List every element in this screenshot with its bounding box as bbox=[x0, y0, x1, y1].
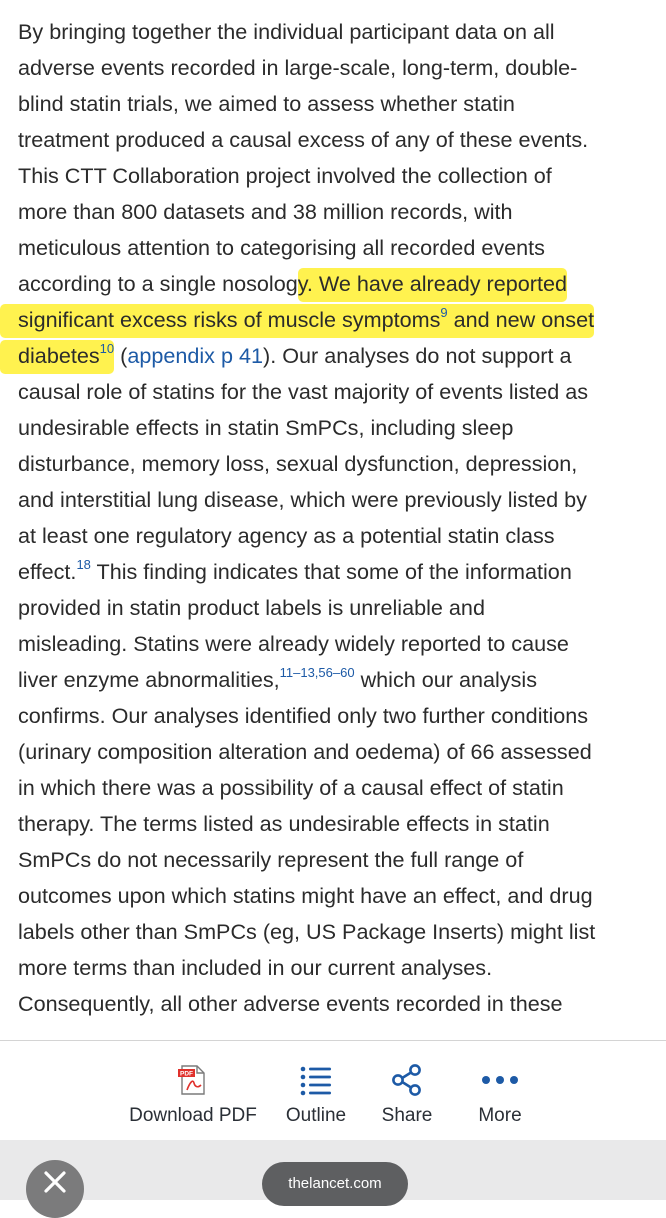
text-line: blind statin trials, we aimed to assess whether statin bbox=[18, 91, 515, 116]
url-bar[interactable]: thelancet.com bbox=[262, 1162, 408, 1206]
text-line: meticulous attention to categorising all recorded events bbox=[18, 235, 545, 260]
text-line: SmPCs do not necessarily represent the full range of bbox=[18, 847, 524, 872]
appendix-link[interactable]: appendix p 41 bbox=[127, 343, 264, 368]
close-icon bbox=[26, 1160, 84, 1200]
text-line: treatment produced a causal excess of any of these events. bbox=[18, 127, 589, 152]
more-label: More bbox=[478, 1105, 522, 1126]
text-line: at least one regulatory agency as a potential statin class bbox=[18, 523, 555, 548]
highlighted-text bbox=[0, 340, 114, 374]
pdf-file-icon bbox=[176, 1063, 210, 1097]
text-line: (urinary composition alteration and oedema) of 66 assessed bbox=[18, 739, 592, 764]
text-line: outcomes upon which statins might have an effect, and drug bbox=[18, 883, 593, 908]
highlighted-text: y. We have already reported bbox=[298, 268, 567, 302]
text-line: therapy. The terms listed as undesirable effects in statin bbox=[18, 811, 550, 836]
text-segment: significant excess risks of muscle symptoms bbox=[18, 307, 441, 332]
text-line: misleading. Statins were already widely reported to cause bbox=[18, 631, 569, 656]
list-icon bbox=[299, 1063, 333, 1097]
more-button[interactable] bbox=[470, 1063, 530, 1127]
text-line: adverse events recorded in large-scale, long-term, double- bbox=[18, 55, 578, 80]
text-line bbox=[18, 338, 650, 374]
more-dots-icon bbox=[480, 1063, 520, 1097]
share-icon bbox=[390, 1063, 424, 1097]
text-segment: effect. bbox=[18, 559, 77, 584]
text-line: and interstitial lung disease, which were previously listed by bbox=[18, 487, 587, 512]
text-line: undesirable effects in statin SmPCs, including sleep bbox=[18, 415, 514, 440]
download-pdf-label: Download PDF bbox=[129, 1105, 257, 1126]
text-line: more terms than included in our current analyses. bbox=[18, 955, 493, 980]
article-paragraph bbox=[18, 14, 650, 1022]
text-line bbox=[18, 554, 650, 590]
text-line: causal role of statins for the vast majority of events listed as bbox=[18, 379, 589, 404]
text-segment: diabetes bbox=[18, 343, 100, 368]
close-tab-button[interactable] bbox=[26, 1160, 84, 1218]
reference-link-10[interactable]: 10 bbox=[99, 340, 115, 356]
reference-link-11-13-56-60[interactable]: 11–13,56–60 bbox=[279, 664, 355, 680]
article-toolbar bbox=[0, 1040, 666, 1141]
text-line bbox=[18, 266, 650, 302]
reference-link-18[interactable]: 18 bbox=[76, 556, 91, 572]
text-line bbox=[18, 662, 650, 698]
text-segment: according to a single nosolog bbox=[18, 271, 298, 296]
text-line: in which there was a possibility of a causal effect of statin bbox=[18, 775, 564, 800]
share-label: Share bbox=[381, 1105, 433, 1126]
text-line: Consequently, all other adverse events recorded in these bbox=[18, 991, 563, 1016]
text-line: disturbance, memory loss, sexual dysfunction, depression, bbox=[18, 451, 578, 476]
text-line: By bringing together the individual participant data on all bbox=[18, 19, 555, 44]
outline-label: Outline bbox=[285, 1105, 347, 1126]
text-segment: and new onset bbox=[447, 307, 595, 332]
text-line: more than 800 datasets and 38 million records, with bbox=[18, 199, 513, 224]
text-line bbox=[18, 302, 650, 338]
outline-button[interactable] bbox=[278, 1063, 354, 1127]
text-segment: ( bbox=[114, 343, 128, 368]
highlighted-text bbox=[0, 304, 594, 338]
text-segment: liver enzyme abnormalities, bbox=[18, 667, 280, 692]
text-segment: ). Our analyses do not support a bbox=[263, 343, 572, 368]
text-line: provided in statin product labels is unreliable and bbox=[18, 595, 485, 620]
text-line: confirms. Our analyses identified only two further conditions bbox=[18, 703, 589, 728]
text-line: This CTT Collaboration project involved the collection of bbox=[18, 163, 552, 188]
text-segment: This finding indicates that some of the information bbox=[90, 559, 572, 584]
pdf-badge-label: PDF bbox=[180, 1070, 193, 1078]
text-line: labels other than SmPCs (eg, US Package Inserts) might list bbox=[18, 919, 596, 944]
share-button[interactable] bbox=[376, 1063, 438, 1127]
text-segment: which our analysis bbox=[354, 667, 538, 692]
download-pdf-button[interactable] bbox=[127, 1063, 259, 1127]
reference-link-9[interactable]: 9 bbox=[440, 304, 448, 320]
